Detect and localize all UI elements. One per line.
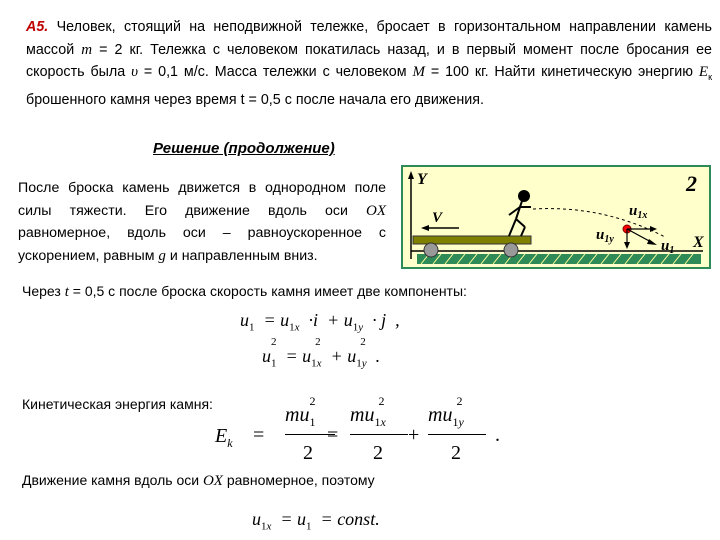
- problem-text-3: = 0,1 м/с. Масса тележки с человеком: [138, 64, 413, 81]
- para1-text-c: и направленным вниз.: [165, 247, 318, 264]
- y-axis-arrow: [408, 171, 414, 179]
- axis-ox-1: OX: [366, 202, 386, 219]
- kinetic-energy-intro: Кинетическая энергия камня:: [22, 396, 213, 412]
- para1-text-a: После броска камень движется в однородном поле силы тяжести. Его движение вдоль оси: [18, 180, 386, 219]
- gravity-symbol: g: [158, 247, 166, 264]
- v-arrow-head: [421, 225, 429, 231]
- problem-text-1: Человек, стоящий на неподвижной тележке, бросает в горизонтальном направлении камень массой: [26, 19, 712, 58]
- problem-text-5: брошенного камня через время t = 0,5 с после начала его движения.: [26, 91, 484, 108]
- figure-number: 2: [686, 171, 697, 196]
- energy-subscript: к: [708, 72, 713, 83]
- cart-wheel-left: [424, 243, 438, 257]
- equation-velocity-squared: u 2 $_1$ = u 2 $_{1x}$ + u 2 $_{1y}$ .: [262, 336, 381, 370]
- velocity-symbol: υ: [131, 64, 138, 81]
- cart-wheel-right: [504, 243, 518, 257]
- uniform-motion-intro: Движение камня вдоль оси OX равномерное, поэтому: [22, 472, 375, 489]
- person-figure: [509, 191, 531, 236]
- problem-text-4: = 100 кг. Найти кинетическую энергию: [424, 64, 699, 81]
- energy-symbol: E: [698, 64, 709, 81]
- para1-text-b: равномерное, вдоль оси – равноускоренное с ускорением, равным: [18, 225, 386, 264]
- ground: [417, 254, 701, 264]
- figure-cart-throw: [401, 165, 711, 269]
- mass-symbol: m: [81, 41, 93, 58]
- u1y-label: $u_{1y}$: [596, 227, 614, 245]
- y-axis-label: Y: [417, 171, 427, 188]
- figure-svg: [403, 167, 709, 267]
- time-symbol: t: [64, 284, 69, 300]
- section-heading: Решение (продолжение): [153, 140, 335, 157]
- equation-velocity-vector: $u_1 = u_{1x} \cdot i + u_{1y} \cdot j$ ,: [240, 310, 400, 334]
- u1x-label: $u_{1x}$: [629, 203, 648, 221]
- problem-statement: [26, 16, 712, 111]
- equation-constant-velocity: $u_{1x} = u_1$ = const.: [252, 509, 380, 533]
- axis-ox-2: OX: [202, 473, 223, 489]
- paragraph-motion: [18, 177, 386, 267]
- cart-mass-symbol: M: [412, 64, 425, 81]
- components-intro: Через t = 0,5 с после броска скорость камня имеет две компоненты:: [22, 283, 467, 300]
- v-label: V: [432, 210, 443, 226]
- u1-label: $u_1$: [661, 238, 675, 256]
- equation-kinetic-energy: $E_k$ = mu 2 $_1$ 2 = mu 2 $_{1x}$ 2 + mu 2 $_{1y}$ 2 .: [215, 394, 500, 464]
- problem-text-2: = 2 кг. Тележка с человеком покатилась назад, и в первый момент после бросания ее скорость была: [26, 41, 712, 81]
- problem-number: A5.: [26, 19, 49, 35]
- x-axis-label: X: [693, 234, 704, 251]
